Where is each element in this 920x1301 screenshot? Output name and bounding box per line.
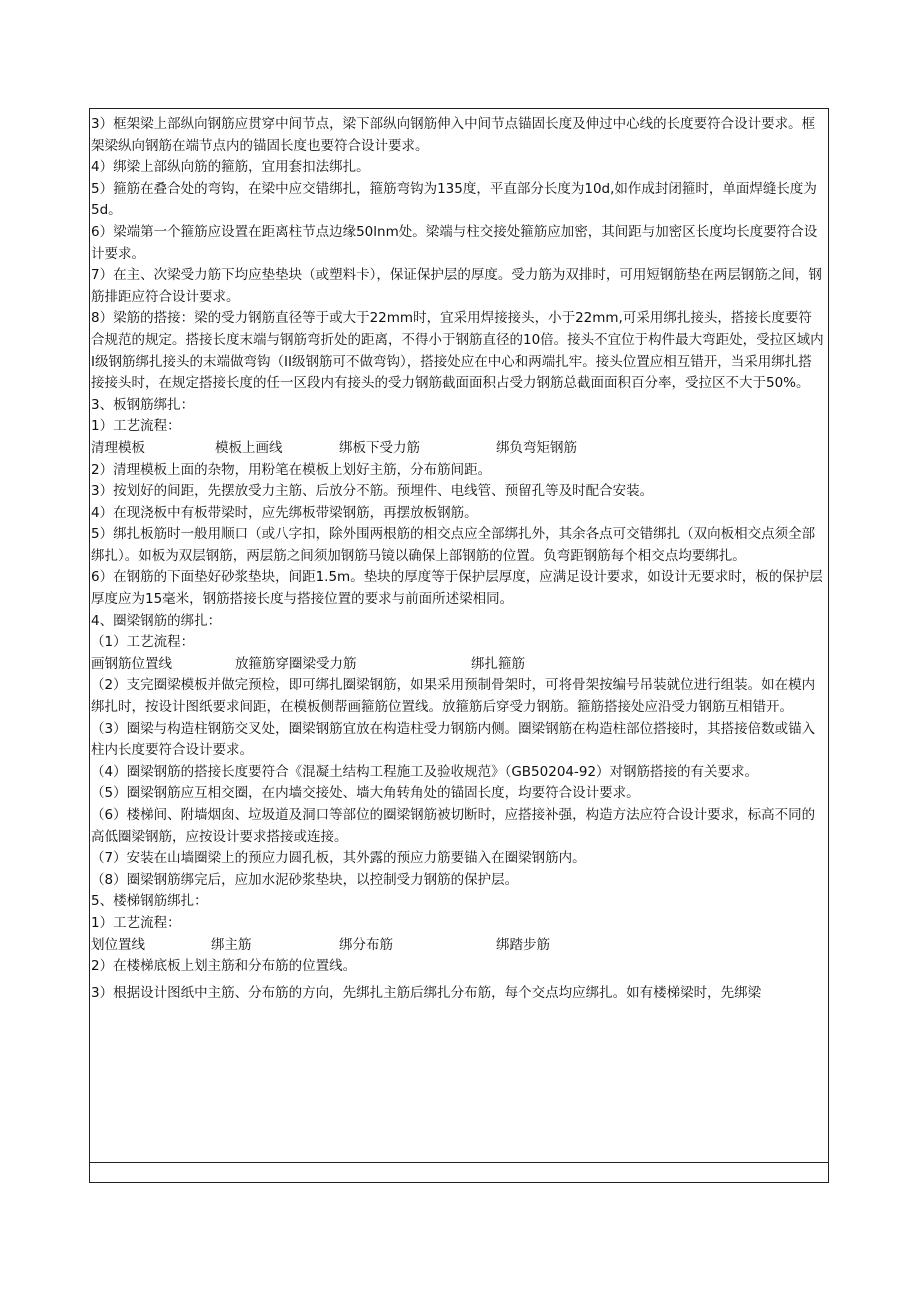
paragraph: 2）清理模板上面的杂物，用粉笔在模板上划好主筋，分布筋间距。 [91,461,492,478]
flow-step: 绑主筋 [211,936,252,953]
table-row-divider [90,1162,828,1163]
paragraph: 3）按划好的间距，先摆放受力主筋、后放分不筋。预埋件、电线管、预留孔等及时配合安装。 [91,483,654,500]
section-heading: 3、板钢筋绑扎： [91,396,195,413]
paragraph: 5）绑扎板筋时一般用顺口（或八字扣，除外围两根筋的相交点应全部绑扎外，其余各点可交错绑扎（双向板相交点须全部绑扎）。如板为双层钢筋，两层筋之间须加钢筋马镜以确保上部钢筋的位置。负弯距钢筋每个相交点均要绑扎。 [91,526,816,564]
paragraph: （2）支完圈梁模板并做完预检，即可绑扎圈梁钢筋，如果采用预制骨架时，可将骨架按编号吊装就位进行组装。如在模内绑扎时，按设计图纸要求间距，在模板侧帮画箍筋位置线。放箍筋后穿受力钢筋。箍筋搭接处应沿受力钢筋互相错开。 [91,677,816,716]
paragraph: （7）安装在山墙圈梁上的预应力圆孔板，其外露的预应力筋要锚入在圈梁钢筋内。 [91,850,586,867]
flow-step: 绑分布筋 [339,936,393,953]
paragraph: 6）在钢筋的下面垫好砂浆垫块，间距1.5m。垫块的厚度等于保护层厚度，应满足设计要求，如设计无要求时，板的保护层厚度应为15毫米，钢筋搭接长度与搭接位置的要求与前面所述梁相同。 [91,569,823,608]
paragraph: （5）圈梁钢筋应互相交圈，在内墙交接处、墙大角转角处的锚固长度，均要符合设计要求。 [91,785,640,802]
paragraph: 1）工艺流程： [91,914,181,931]
paragraph: （1）工艺流程： [91,634,195,651]
paragraph: （8）圈梁钢筋绑完后，应加水泥砂浆垫块，以控制受力钢筋的保护层。 [91,871,519,888]
paragraph: 7）在主、次梁受力筋下均应垫垫块（或塑料卡），保证保护层的厚度。受力筋为双排时，可用短钢筋垫在两层钢筋之间，钢筋排距应符合设计要求。 [91,267,822,305]
paragraph: 6）梁端第一个箍筋应设置在距离柱节点边缘50lnm处。梁端与柱交接处箍筋应加密，其间距与加密区长度均长度要符合设计要求。 [91,223,818,262]
paragraph: 3）根据设计图纸中主筋、分布筋的方向，先绑扎主筋后绑扎分布筋，每个交点均应绑扎。如有楼梯梁时，先绑梁 [91,984,762,1001]
paragraph: 8）梁筋的搭接：梁的受力钢筋直径等于或大于22mm时，宜采用焊接接头，小于22mm,可采用绑扎接头，搭接长度要符合规范的规定。搭接长度末端与钢筋弯折处的距离，不得小于钢筋直径的10倍。接头不宜位于构件最大弯距处，受拉区域内I级钢筋绑扎接头的末端做弯钩（II级钢筋可不做弯钩），搭接处应在中心和两端扎牢。接头位置应相互错开，当采用绑扎搭接接头时，在规定搭接长度的任一区段内有接头的受力钢筋截面面积占受力钢筋总截面面积百分率，受拉区不大于50%。 [91,310,824,392]
flow-step: 绑扎箍筋 [471,655,525,672]
paragraph: 2）在楼梯底板上划主筋和分布筋的位置线。 [91,958,357,975]
flow-step: 模板上画线 [215,439,283,456]
flow-step: 绑负弯矩钢筋 [496,439,577,456]
flow-step: 画钢筋位置线 [91,655,172,672]
paragraph: （4）圈梁钢筋的搭接长度要符合《混凝土结构工程施工及验收规范》（GB50204-92）对钢筋搭接的有关要求。 [91,763,759,780]
process-flow-stair [91,935,825,957]
section-heading: 5、楼梯钢筋绑扎： [91,893,208,910]
section-heading: 4、圈梁钢筋的绑扎： [91,612,222,629]
process-flow-board [91,438,825,460]
paragraph: 1）工艺流程： [91,418,181,435]
paragraph: 4）绑梁上部纵向筋的箍筋，宜用套扣法绑扎。 [91,159,370,176]
paragraph: 3）框架梁上部纵向钢筋应贯穿中间节点，梁下部纵向钢筋伸入中间节点锚固长度及伸过中心线的长度要符合设计要求。框架梁纵向钢筋在端节点内的锚固长度也要符合设计要求。 [91,116,816,154]
paragraph: 4）在现浇板中有板带梁时，应先绑板带梁钢筋，再摆放板钢筋。 [91,504,478,521]
flow-step: 划位置线 [91,936,145,953]
paragraph: （3）圈梁与构造柱钢筋交叉处，圈梁钢筋宜放在构造柱受力钢筋内侧。圈梁钢筋在构造柱部位搭接时，其搭接倍数或锚入柱内长度要符合设计要求。 [91,720,816,759]
flow-step: 绑板下受力筋 [339,439,420,456]
flow-step: 清理模板 [91,439,145,456]
paragraph: （6）楼梯间、附墙烟囱、垃圾道及洞口等部位的圈梁钢筋被切断时，应搭接补强，构造方法应符合设计要求，标高不同的高低圈梁钢筋，应按设计要求搭接或连接。 [91,807,816,845]
process-flow-ring-beam [91,654,825,676]
flow-step: 放箍筋穿圈梁受力筋 [235,655,357,672]
document-body [91,114,825,1004]
paragraph: 5）箍筋在叠合处的弯钩，在梁中应交错绑扎，箍筋弯钩为135度，平直部分长度为10d,如作成封闭箍时，单面焊缝长度为5d。 [91,180,817,219]
flow-step: 绑踏步筋 [496,936,550,953]
